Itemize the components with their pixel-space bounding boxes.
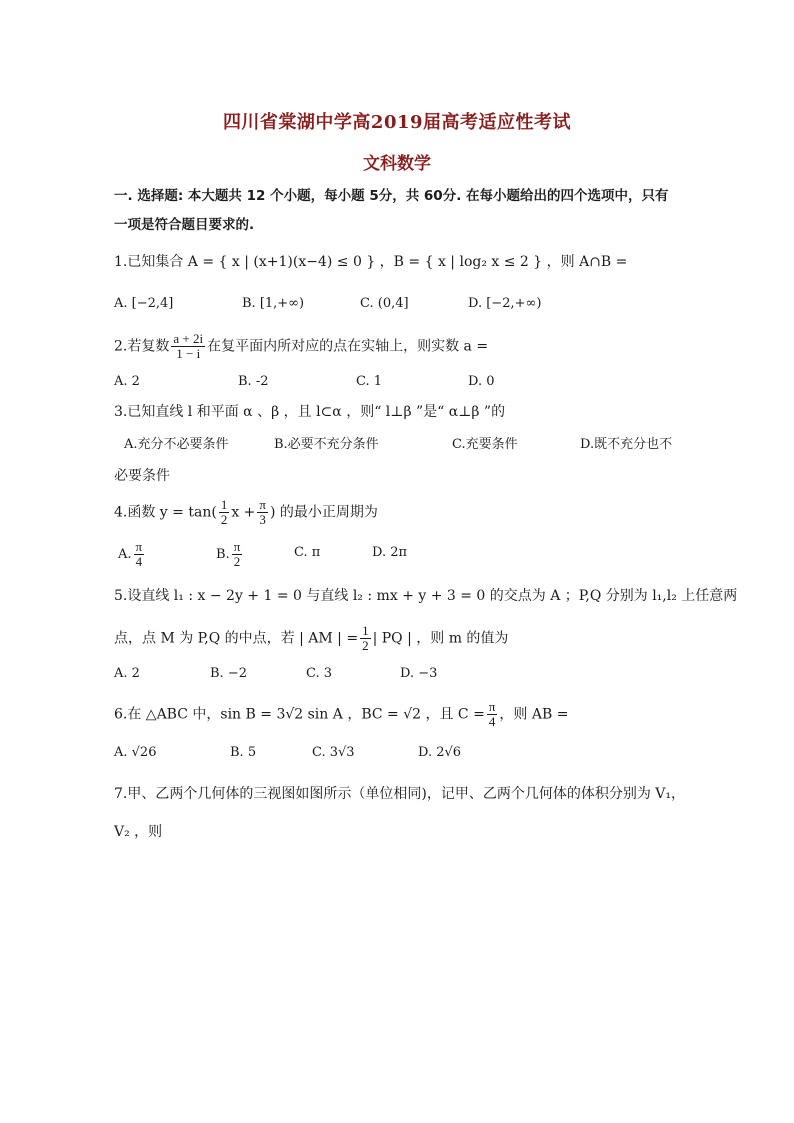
- question-4-option-b-num: π: [233, 539, 241, 554]
- question-4-option-a-den: 4: [135, 554, 143, 569]
- question-2-fraction: [171, 332, 205, 361]
- question-6-option-d: D. 2√6: [418, 745, 462, 760]
- question-4-fraction-1-den: 2: [220, 512, 228, 527]
- question-4-option-b-label: B.: [216, 547, 230, 562]
- question-6-option-a: A. √26: [114, 745, 157, 760]
- question-4-option-a: [118, 540, 146, 569]
- question-2-fraction-den: 1 − i: [176, 346, 201, 361]
- question-3-option-b: B.必要不充分条件: [274, 437, 379, 452]
- question-6-fraction-num: π: [488, 699, 496, 714]
- question-5-option-b: B. −2: [210, 666, 247, 681]
- question-1-option-a: A. [−2,4]: [114, 296, 174, 311]
- question-4-fraction-2: [257, 498, 268, 527]
- question-3-option-c: C.充要条件: [452, 437, 518, 452]
- question-4-stem: [114, 498, 378, 527]
- question-4-fraction-1-num: 1: [220, 497, 228, 512]
- question-5-fraction-num: 1: [362, 623, 369, 638]
- question-5-line1: 5.设直线 l₁ : x − 2y + 1 = 0 与直线 l₂ : mx + y + 3 = 0 的交点为 A ；P,Q 分别为 l₁,l₂ 上任意两: [114, 588, 738, 604]
- question-3-option-d-cont: 必要条件: [114, 468, 170, 484]
- question-3-option-a: A.充分不必要条件: [124, 437, 229, 452]
- question-4-option-a-num: π: [135, 539, 143, 554]
- question-1-option-c: C. (0,4]: [360, 296, 409, 311]
- question-4-option-d: D. 2π: [372, 545, 408, 560]
- exam-title: 四川省棠湖中学高2019届高考适应性考试: [222, 112, 572, 133]
- question-5-line2: [114, 624, 508, 653]
- question-6-suffix: ，则 AB =: [499, 706, 569, 723]
- question-7-line1: 7.甲、乙两个几何体的三视图如图所示（单位相同)，记甲、乙两个几何体的体积分别为 V₁，: [114, 786, 685, 802]
- question-2-fraction-num: a + 2i: [173, 331, 204, 346]
- question-4-fraction-2-den: 3: [259, 512, 266, 527]
- question-4-prefix: 4.函数 y = tan(: [114, 504, 217, 521]
- question-5-line2-prefix: 点，点 M 为 P,Q 的中点，若 | AM | =: [114, 630, 359, 647]
- question-6-stem: [114, 700, 568, 729]
- question-4-fraction-2-num: π: [259, 497, 266, 512]
- question-2-option-a: A. 2: [114, 374, 140, 389]
- question-6-fraction-den: 4: [488, 714, 496, 729]
- question-5-option-c: C. 3: [306, 666, 333, 681]
- question-2-option-c: C. 1: [356, 374, 383, 389]
- question-5-option-d: D. −3: [400, 666, 438, 681]
- question-2-prefix: 2.若复数: [114, 338, 170, 355]
- question-3-stem: 3.已知直线 l 和平面 α 、β ，且 l⊂α ，则“ l⊥β ”是“ α⊥β ”的: [114, 404, 506, 420]
- question-7-line2: V₂ ，则: [114, 824, 163, 840]
- section-heading-line1: 一. 选择题: 本大题共 12 个小题，每小题 5分，共 60分. 在每小题给出的四个选项中，只有: [114, 188, 669, 204]
- question-2-option-b: B. -2: [238, 374, 269, 389]
- question-4-option-b-fraction: [232, 540, 243, 569]
- question-4-option-a-fraction: [134, 540, 145, 569]
- question-3-option-d: D.既不充分也不: [580, 437, 673, 452]
- question-6-option-c: C. 3√3: [312, 745, 355, 760]
- question-6-fraction: [487, 700, 498, 729]
- question-2-stem: [114, 332, 488, 361]
- question-4-fraction-1: [219, 498, 230, 527]
- question-5-option-a: A. 2: [114, 666, 140, 681]
- question-6-prefix: 6.在 △ABC 中，sin B = 3√2 sin A ，BC = √2 ，且 C =: [114, 706, 485, 723]
- question-5-line2-suffix: | PQ | ，则 m 的值为: [372, 630, 509, 647]
- question-6-option-b: B. 5: [230, 745, 257, 760]
- question-1-stem: 1.已知集合 A = { x | (x+1)(x−4) ≤ 0 } ，B = { x | log₂ x ≤ 2 } ，则 A∩B =: [114, 254, 628, 270]
- question-2-option-d: D. 0: [468, 374, 495, 389]
- question-1-option-d: D. [−2,+∞): [468, 296, 542, 311]
- question-1-option-b: B. [1,+∞): [242, 296, 305, 311]
- question-4-mid: x +: [231, 504, 256, 521]
- question-4-option-b: [216, 540, 244, 569]
- question-4-option-c: C. π: [294, 545, 321, 560]
- question-5-fraction: [360, 624, 371, 653]
- question-2-suffix: 在复平面内所对应的点在实轴上，则实数 a =: [207, 338, 489, 355]
- section-heading-line2: 一项是符合题目要求的.: [114, 217, 255, 233]
- question-5-fraction-den: 2: [362, 638, 369, 653]
- question-4-option-b-den: 2: [233, 554, 241, 569]
- exam-subtitle: 文科数学: [363, 154, 431, 174]
- question-4-option-a-label: A.: [118, 547, 132, 562]
- question-4-suffix: ) 的最小正周期为: [269, 504, 378, 521]
